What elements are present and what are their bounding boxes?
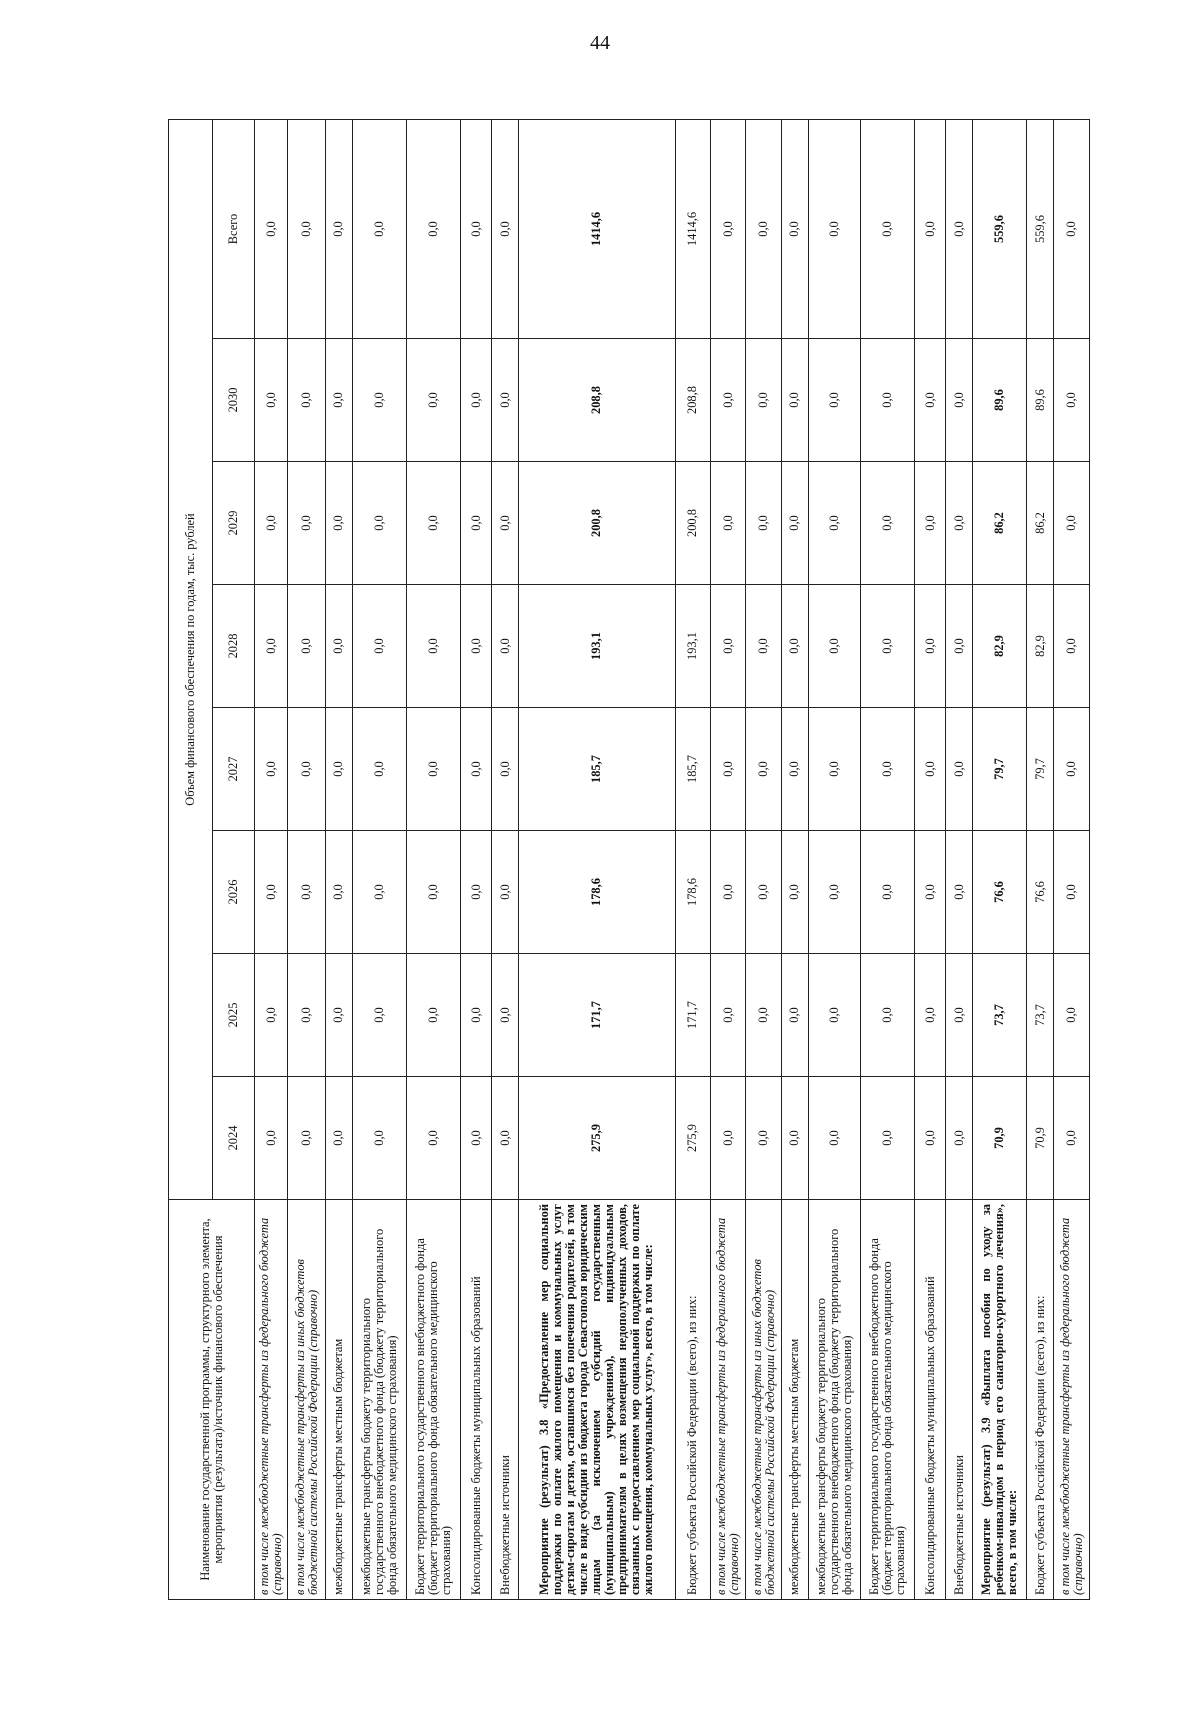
- cell-value: 0,0: [406, 339, 460, 462]
- cell-value: 0,0: [746, 708, 781, 831]
- cell-value: 0,0: [255, 120, 288, 339]
- cell-value: 0,0: [1054, 708, 1090, 831]
- cell-value: 0,0: [288, 120, 325, 339]
- cell-value: 1414,6: [519, 120, 675, 339]
- row-name: межбюджетные трансферты бюджету территориального государственного внебюджетного фонда (бюджету территориального фонда обязательного медицинского страхования): [352, 1200, 406, 1600]
- cell-value: 1414,6: [675, 120, 710, 339]
- cell-value: 0,0: [781, 120, 808, 339]
- cell-value: 0,0: [461, 1077, 492, 1200]
- cell-value: 0,0: [288, 954, 325, 1077]
- cell-value: 208,8: [675, 339, 710, 462]
- cell-value: 0,0: [288, 708, 325, 831]
- cell-value: 0,0: [406, 1077, 460, 1200]
- cell-value: 0,0: [406, 954, 460, 1077]
- cell-value: 0,0: [946, 708, 973, 831]
- table-row: [808, 120, 860, 1600]
- header-year-2028: 2028: [213, 585, 255, 708]
- cell-value: 82,9: [973, 585, 1027, 708]
- cell-value: 0,0: [746, 831, 781, 954]
- table-row: [492, 120, 519, 1600]
- cell-value: 171,7: [519, 954, 675, 1077]
- cell-value: 0,0: [710, 120, 745, 339]
- cell-value: 0,0: [746, 462, 781, 585]
- cell-value: 0,0: [288, 1077, 325, 1200]
- cell-value: 0,0: [914, 339, 945, 462]
- table-row: [675, 120, 710, 1600]
- cell-value: 0,0: [914, 708, 945, 831]
- cell-value: 0,0: [746, 339, 781, 462]
- cell-value: 0,0: [325, 954, 352, 1077]
- cell-value: 0,0: [860, 585, 914, 708]
- financing-table: [168, 119, 1090, 1600]
- cell-value: 193,1: [519, 585, 675, 708]
- cell-value: 0,0: [461, 831, 492, 954]
- row-name: в том числе межбюджетные трансферты из федерального бюджета (справочно): [255, 1200, 288, 1600]
- cell-value: 0,0: [1054, 831, 1090, 954]
- cell-value: 0,0: [1054, 120, 1090, 339]
- cell-value: 0,0: [288, 831, 325, 954]
- cell-value: 0,0: [860, 831, 914, 954]
- cell-value: 171,7: [675, 954, 710, 1077]
- cell-value: 0,0: [946, 585, 973, 708]
- cell-value: 0,0: [946, 1077, 973, 1200]
- table-row: [946, 120, 973, 1600]
- cell-value: 0,0: [492, 831, 519, 954]
- table-row: [255, 120, 288, 1600]
- cell-value: 73,7: [973, 954, 1027, 1077]
- cell-value: 0,0: [781, 954, 808, 1077]
- row-name: Внебюджетные источники: [946, 1200, 973, 1600]
- cell-value: 0,0: [325, 708, 352, 831]
- cell-value: 0,0: [492, 708, 519, 831]
- cell-value: 0,0: [492, 120, 519, 339]
- cell-value: 89,6: [1027, 339, 1054, 462]
- cell-value: 0,0: [461, 462, 492, 585]
- cell-value: 0,0: [352, 708, 406, 831]
- cell-value: 0,0: [255, 339, 288, 462]
- cell-value: 0,0: [461, 708, 492, 831]
- cell-value: 0,0: [860, 120, 914, 339]
- cell-value: 0,0: [914, 1077, 945, 1200]
- table-row: [461, 120, 492, 1600]
- cell-value: 0,0: [325, 585, 352, 708]
- cell-value: 0,0: [808, 954, 860, 1077]
- cell-value: 0,0: [352, 954, 406, 1077]
- header-year-2025: 2025: [213, 954, 255, 1077]
- table-row: [519, 120, 675, 1600]
- cell-value: 0,0: [288, 339, 325, 462]
- cell-value: 0,0: [1054, 462, 1090, 585]
- cell-value: 0,0: [406, 831, 460, 954]
- cell-value: 200,8: [675, 462, 710, 585]
- cell-value: 0,0: [352, 462, 406, 585]
- cell-value: 0,0: [710, 462, 745, 585]
- table-row: [1054, 120, 1090, 1600]
- header-group: Объем финансового обеспечения по годам, тыс. рублей: [169, 120, 213, 1200]
- cell-value: 0,0: [1054, 339, 1090, 462]
- cell-value: 0,0: [288, 462, 325, 585]
- cell-value: 0,0: [710, 1077, 745, 1200]
- row-name: Бюджет территориального государственного внебюджетного фонда (бюджет территориального фонда обязательного медицинского страхования): [406, 1200, 460, 1600]
- cell-value: 0,0: [406, 462, 460, 585]
- cell-value: 70,9: [1027, 1077, 1054, 1200]
- table-row: [288, 120, 325, 1600]
- row-name: в том числе межбюджетные трансферты из иных бюджетов бюджетной системы Российской Федерации (справочно): [746, 1200, 781, 1600]
- cell-value: 0,0: [860, 1077, 914, 1200]
- table-row: [860, 120, 914, 1600]
- cell-value: 0,0: [255, 585, 288, 708]
- cell-value: 185,7: [519, 708, 675, 831]
- cell-value: 0,0: [406, 708, 460, 831]
- row-name: межбюджетные трансферты местным бюджетам: [325, 1200, 352, 1600]
- cell-value: 0,0: [808, 708, 860, 831]
- cell-value: 208,8: [519, 339, 675, 462]
- cell-value: 0,0: [781, 585, 808, 708]
- rotated-table-container: [168, 120, 1090, 1600]
- cell-value: 0,0: [710, 339, 745, 462]
- row-name: Мероприятие (результат) 3.9 «Выплата пособия по уходу за ребенком-инвалидом в период его санаторно-курортного лечения», всего, в том числе:: [973, 1200, 1027, 1600]
- cell-value: 0,0: [255, 954, 288, 1077]
- header-year-2024: 2024: [213, 1077, 255, 1200]
- cell-value: 0,0: [808, 462, 860, 585]
- row-name: Бюджет территориального государственного внебюджетного фонда (бюджет территориального фонда обязательного медицинского страхования): [860, 1200, 914, 1600]
- cell-value: 0,0: [914, 462, 945, 585]
- table-row: [710, 120, 745, 1600]
- cell-value: 0,0: [325, 1077, 352, 1200]
- cell-value: 0,0: [352, 120, 406, 339]
- cell-value: 0,0: [492, 1077, 519, 1200]
- page-number: 44: [590, 32, 610, 54]
- cell-value: 76,6: [973, 831, 1027, 954]
- cell-value: 0,0: [461, 339, 492, 462]
- cell-value: 70,9: [973, 1077, 1027, 1200]
- cell-value: 0,0: [781, 831, 808, 954]
- cell-value: 275,9: [519, 1077, 675, 1200]
- cell-value: 0,0: [914, 120, 945, 339]
- cell-value: 0,0: [781, 339, 808, 462]
- cell-value: 0,0: [946, 339, 973, 462]
- cell-value: 0,0: [352, 1077, 406, 1200]
- cell-value: 0,0: [808, 831, 860, 954]
- cell-value: 0,0: [352, 585, 406, 708]
- header-name-column: Наименование государственной программы, структурного элемента, мероприятия (результата)/источник финансового обеспечения: [169, 1200, 255, 1600]
- cell-value: 0,0: [808, 1077, 860, 1200]
- cell-value: 559,6: [973, 120, 1027, 339]
- row-name: в том числе межбюджетные трансферты из федерального бюджета (справочно): [710, 1200, 745, 1600]
- cell-value: 86,2: [1027, 462, 1054, 585]
- table-row: [746, 120, 781, 1600]
- cell-value: 0,0: [746, 954, 781, 1077]
- cell-value: 0,0: [406, 585, 460, 708]
- cell-value: 0,0: [492, 954, 519, 1077]
- cell-value: 76,6: [1027, 831, 1054, 954]
- cell-value: 0,0: [255, 831, 288, 954]
- cell-value: 0,0: [860, 954, 914, 1077]
- cell-value: 89,6: [973, 339, 1027, 462]
- cell-value: 0,0: [492, 585, 519, 708]
- cell-value: 0,0: [808, 120, 860, 339]
- cell-value: 0,0: [746, 1077, 781, 1200]
- cell-value: 0,0: [860, 708, 914, 831]
- table-row: [1027, 120, 1054, 1600]
- cell-value: 559,6: [1027, 120, 1054, 339]
- cell-value: 0,0: [461, 120, 492, 339]
- cell-value: 0,0: [255, 462, 288, 585]
- row-name: Внебюджетные источники: [492, 1200, 519, 1600]
- header-year-total: Всего: [213, 120, 255, 339]
- cell-value: 0,0: [255, 708, 288, 831]
- cell-value: 0,0: [914, 585, 945, 708]
- cell-value: 178,6: [519, 831, 675, 954]
- cell-value: 200,8: [519, 462, 675, 585]
- header-year-2027: 2027: [213, 708, 255, 831]
- cell-value: 0,0: [325, 339, 352, 462]
- cell-value: 178,6: [675, 831, 710, 954]
- cell-value: 0,0: [325, 462, 352, 585]
- cell-value: 0,0: [946, 954, 973, 1077]
- cell-value: 0,0: [492, 339, 519, 462]
- table-row: [781, 120, 808, 1600]
- cell-value: 0,0: [946, 831, 973, 954]
- cell-value: 0,0: [1054, 1077, 1090, 1200]
- cell-value: 0,0: [710, 585, 745, 708]
- cell-value: 0,0: [352, 831, 406, 954]
- row-name: межбюджетные трансферты местным бюджетам: [781, 1200, 808, 1600]
- cell-value: 0,0: [325, 120, 352, 339]
- row-name: в том числе межбюджетные трансферты из иных бюджетов бюджетной системы Российской Федерации (справочно): [288, 1200, 325, 1600]
- cell-value: 0,0: [808, 339, 860, 462]
- cell-value: 0,0: [406, 120, 460, 339]
- cell-value: 0,0: [325, 831, 352, 954]
- cell-value: 82,9: [1027, 585, 1054, 708]
- cell-value: 0,0: [710, 954, 745, 1077]
- row-name: Мероприятие (результат) 3.8 «Предоставление мер социальной поддержки по оплате жилого помещения и коммунальных услуг детям-сиротам и детям, оставшимся без попечения родителей, в том числе в виде субсидии из бюджета города Севастополя юридическим лицам (за исключением субсидий государственным (муниципальным) учреждениям), индивидуальным предпринимателям в целях возмещения недополученных доходов, связанных с предоставлением мер социальной поддержки по оплате жилого помещения, коммунальных услуг», всего, в том числе:: [519, 1200, 675, 1600]
- header-year-2026: 2026: [213, 831, 255, 954]
- cell-value: 0,0: [781, 708, 808, 831]
- cell-value: 0,0: [1054, 954, 1090, 1077]
- cell-value: 275,9: [675, 1077, 710, 1200]
- table-row: [352, 120, 406, 1600]
- row-name: межбюджетные трансферты бюджету территориального государственного внебюджетного фонда (бюджету территориального фонда обязательного медицинского страхования): [808, 1200, 860, 1600]
- cell-value: 0,0: [914, 954, 945, 1077]
- cell-value: 0,0: [808, 585, 860, 708]
- cell-value: 185,7: [675, 708, 710, 831]
- cell-value: 0,0: [710, 708, 745, 831]
- table-row: [325, 120, 352, 1600]
- cell-value: 73,7: [1027, 954, 1054, 1077]
- cell-value: 0,0: [946, 462, 973, 585]
- cell-value: 0,0: [914, 831, 945, 954]
- cell-value: 0,0: [746, 120, 781, 339]
- row-name: Консолидированные бюджеты муниципальных образований: [914, 1200, 945, 1600]
- cell-value: 193,1: [675, 585, 710, 708]
- cell-value: 0,0: [461, 585, 492, 708]
- cell-value: 0,0: [1054, 585, 1090, 708]
- cell-value: 79,7: [1027, 708, 1054, 831]
- cell-value: 0,0: [746, 585, 781, 708]
- row-name: Консолидированные бюджеты муниципальных образований: [461, 1200, 492, 1600]
- row-name: в том числе межбюджетные трансферты из федерального бюджета (справочно): [1054, 1200, 1090, 1600]
- row-name: Бюджет субъекта Российской Федерации (всего), из них:: [1027, 1200, 1054, 1600]
- header-year-2029: 2029: [213, 462, 255, 585]
- cell-value: 0,0: [255, 1077, 288, 1200]
- table-row: [406, 120, 460, 1600]
- cell-value: 86,2: [973, 462, 1027, 585]
- table-row: [914, 120, 945, 1600]
- cell-value: 0,0: [860, 339, 914, 462]
- header-year-2030: 2030: [213, 339, 255, 462]
- cell-value: 0,0: [781, 1077, 808, 1200]
- cell-value: 79,7: [973, 708, 1027, 831]
- table-row: [973, 120, 1027, 1600]
- cell-value: 0,0: [352, 339, 406, 462]
- cell-value: 0,0: [781, 462, 808, 585]
- row-name: Бюджет субъекта Российской Федерации (всего), из них:: [675, 1200, 710, 1600]
- cell-value: 0,0: [492, 462, 519, 585]
- cell-value: 0,0: [946, 120, 973, 339]
- cell-value: 0,0: [710, 831, 745, 954]
- cell-value: 0,0: [288, 585, 325, 708]
- cell-value: 0,0: [860, 462, 914, 585]
- cell-value: 0,0: [461, 954, 492, 1077]
